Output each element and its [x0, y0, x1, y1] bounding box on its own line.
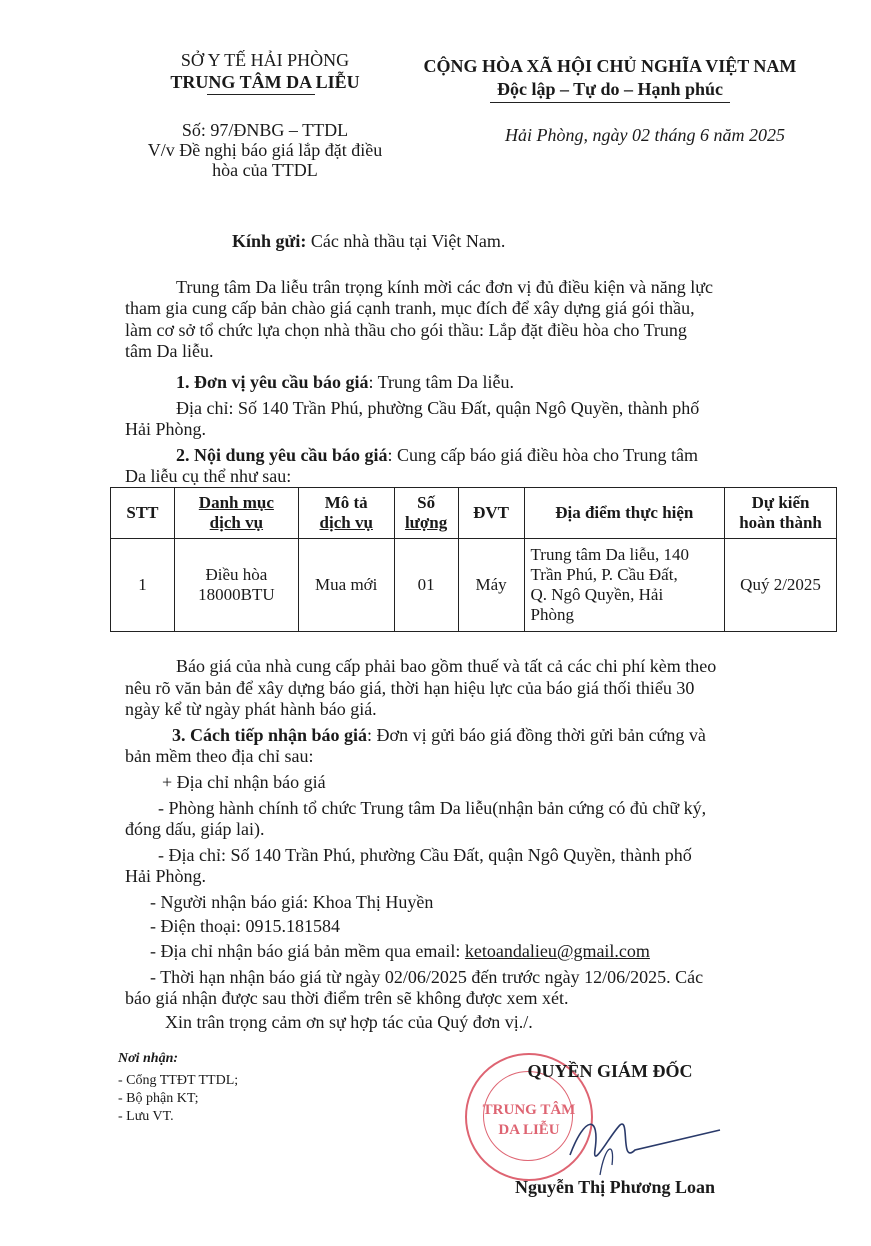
- section3-address-line1: - Địa chỉ: Số 140 Trần Phú, phường Cầu Đất, quận Ngô Quyền, thành phố: [158, 845, 692, 865]
- section3-office-line1: - Phòng hành chính tổ chức Trung tâm Da liễu(nhận bản cứng có đủ chữ ký,: [158, 798, 707, 818]
- recipient-label: Kính gửi:: [232, 231, 307, 251]
- section3-deadline-line2: báo giá nhận được sau thời điểm trên sẽ không được xem xét.: [125, 988, 569, 1008]
- table-row: [111, 539, 837, 632]
- section1-address-line2: Hải Phòng.: [125, 419, 206, 439]
- header-left-underline: [207, 94, 315, 95]
- th-unit: ĐVT: [458, 488, 524, 539]
- motto-underline: [490, 102, 730, 103]
- terms-line1: Báo giá của nhà cung cấp phải bao gồm thuế và tất cả các chi phí kèm theo: [176, 656, 717, 676]
- section2-value: : Cung cấp báo giá điều hòa cho Trung tâm: [387, 445, 699, 465]
- th-stt: STT: [111, 488, 175, 539]
- cell-quantity: 01: [394, 539, 458, 632]
- email-link[interactable]: ketoandalieu@gmail.com: [464, 941, 650, 961]
- section2-heading: 2. Nội dung yêu cầu báo giá: [176, 445, 388, 465]
- th-location: Địa điểm thực hiện: [524, 488, 725, 539]
- distribution-title: Nơi nhận:: [118, 1051, 179, 1066]
- distribution-item: - Lưu VT.: [118, 1109, 174, 1124]
- table-header-row: [111, 488, 837, 539]
- doc-subject-line1: V/v Đề nghị báo giá lắp đặt điều: [147, 140, 383, 160]
- signature-scribble: [560, 1095, 730, 1185]
- distribution-item: - Cổng TTĐT TTDL;: [118, 1073, 239, 1088]
- cell-item: Điều hòa 18000BTU: [174, 539, 298, 632]
- section3: [172, 725, 837, 746]
- section3-heading: 3. Cách tiếp nhận báo giá: [172, 725, 368, 745]
- place-date: Hải Phòng, ngày 02 tháng 6 năm 2025: [505, 125, 785, 145]
- terms-line3: ngày kể từ ngày phát hành báo giá.: [125, 699, 377, 719]
- section1-value: : Trung tâm Da liễu.: [368, 372, 515, 392]
- signature-title: QUYỀN GIÁM ĐỐC: [527, 1061, 693, 1081]
- distribution-item: - Bộ phận KT;: [118, 1091, 199, 1106]
- stamp-line1: TRUNG TÂM: [482, 1102, 576, 1118]
- section3-address-title: + Địa chỉ nhận báo giá: [162, 772, 326, 792]
- quote-table: [110, 487, 837, 632]
- intro-line1: Trung tâm Da liễu trân trọng kính mời các đơn vị đủ điều kiện và năng lực: [176, 277, 714, 297]
- cell-location: Trung tâm Da liễu, 140 Trần Phú, P. Cầu Đất, Q. Ngô Quyền, Hải Phòng: [524, 539, 725, 632]
- email-label: - Địa chỉ nhận báo giá bản mềm qua email:: [150, 941, 465, 961]
- section3-value: : Đơn vị gửi báo giá đồng thời gửi bản cứng và: [367, 725, 706, 745]
- th-quantity: Số lượng: [394, 488, 458, 539]
- section3-line2: bản mềm theo địa chỉ sau:: [125, 746, 314, 766]
- cell-description: Mua mới: [298, 539, 394, 632]
- cell-stt: 1: [111, 539, 175, 632]
- section1-address-line1: Địa chỉ: Số 140 Trần Phú, phường Cầu Đất, quận Ngô Quyền, thành phố: [176, 398, 700, 418]
- section3-receiver: - Người nhận báo giá: Khoa Thị Huyền: [150, 892, 434, 912]
- section2-line2: Da liễu cụ thể như sau:: [125, 466, 292, 486]
- section3-address-line2: Hải Phòng.: [125, 866, 206, 886]
- signer-name: Nguyễn Thị Phương Loan: [514, 1177, 715, 1197]
- th-description: Mô tả dịch vụ: [298, 488, 394, 539]
- nation-title: CỘNG HÒA XÃ HỘI CHỦ NGHĨA VIỆT NAM: [423, 56, 797, 76]
- section1-heading: 1. Đơn vị yêu cầu báo giá: [176, 372, 369, 392]
- intro-line3: làm cơ sở tổ chức lựa chọn nhà thầu cho gói thầu: Lắp đặt điều hòa cho Trung: [125, 320, 687, 340]
- header-unit: TRUNG TÂM DA LIỄU: [170, 72, 360, 92]
- recipient-value: Các nhà thầu tại Việt Nam.: [310, 231, 506, 251]
- section3-office-line2: đóng dấu, giáp lai).: [125, 819, 265, 839]
- section3-phone: - Điện thoại: 0915.181584: [150, 916, 340, 936]
- th-item: Danh mục dịch vụ: [174, 488, 298, 539]
- thanks: Xin trân trọng cảm ơn sự hợp tác của Quý đơn vị./.: [165, 1012, 533, 1032]
- th-finish: Dự kiến hoàn thành: [725, 488, 837, 539]
- section3-deadline-line1: - Thời hạn nhận báo giá từ ngày 02/06/2025 đến trước ngày 12/06/2025. Các: [150, 967, 704, 987]
- section2: [176, 445, 836, 466]
- intro-line2: tham gia cung cấp bản chào giá cạnh tranh, mục đích để xây dựng giá gói thầu,: [125, 298, 695, 318]
- recipient: [232, 231, 732, 252]
- section1: [176, 372, 826, 393]
- doc-number: Số: 97/ĐNBG – TTDL: [181, 120, 349, 140]
- header-agency: SỞ Y TẾ HẢI PHÒNG: [180, 50, 350, 70]
- terms-line2: nêu rõ văn bản để xây dựng báo giá, thời hạn hiệu lực của báo giá thối thiểu 30: [125, 678, 695, 698]
- cell-unit: Máy: [458, 539, 524, 632]
- doc-subject-line2: hòa của TTDL: [212, 160, 318, 180]
- motto: Độc lập – Tự do – Hạnh phúc: [496, 79, 724, 99]
- intro-line4: tâm Da liễu.: [125, 341, 214, 361]
- section3-email-line: [150, 941, 830, 962]
- cell-finish: Quý 2/2025: [725, 539, 837, 632]
- stamp-line2: DA LIỄU: [498, 1122, 560, 1138]
